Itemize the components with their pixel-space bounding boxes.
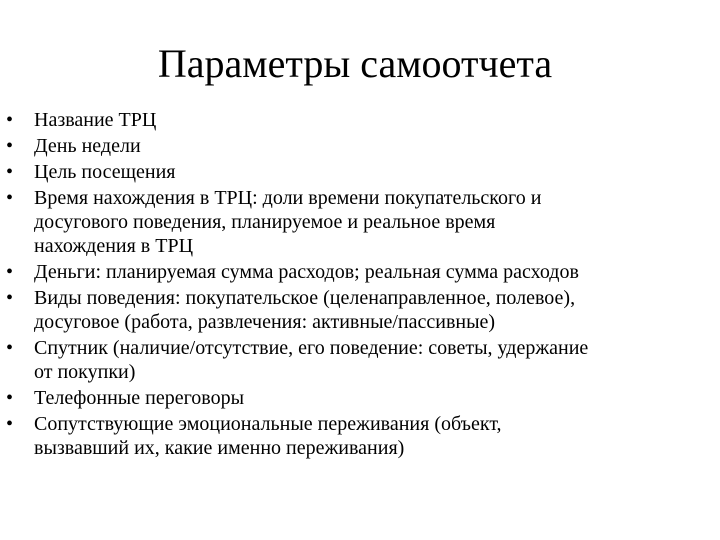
bullet-dot-icon: • xyxy=(6,187,14,209)
bullet-text: День недели xyxy=(34,135,141,157)
bullet-item xyxy=(0,160,720,184)
bullet-dot-icon: • xyxy=(6,161,14,183)
bullet-text: Сопутствующие эмоциональные переживания (объект, xyxy=(34,413,502,435)
bullet-item xyxy=(0,260,720,284)
bullet-item xyxy=(0,186,720,258)
bullet-text: Название ТРЦ xyxy=(34,109,157,131)
bullet-item xyxy=(0,286,720,334)
bullet-item xyxy=(0,386,720,410)
bullet-item xyxy=(0,134,720,158)
bullet-text: Телефонные переговоры xyxy=(34,387,245,409)
bullet-dot-icon: • xyxy=(6,413,14,435)
bullet-text: Виды поведения: покупательское (целенаправленное, полевое), xyxy=(34,287,576,309)
bullet-dot-icon: • xyxy=(6,261,14,283)
bullet-list xyxy=(0,108,720,462)
slide-title: Параметры самоотчета xyxy=(157,41,553,86)
bullet-dot-icon: • xyxy=(6,337,14,359)
bullet-item xyxy=(0,108,720,132)
bullet-text: от покупки) xyxy=(34,361,136,383)
bullet-text: Время нахождения в ТРЦ: доли времени покупательского и xyxy=(34,187,542,209)
bullet-dot-icon: • xyxy=(6,287,14,309)
bullet-text: досуговое (работа, развлечения: активные/пассивные) xyxy=(34,311,496,333)
bullet-item xyxy=(0,412,720,460)
bullet-dot-icon: • xyxy=(6,387,14,409)
bullet-text: нахождения в ТРЦ xyxy=(34,235,194,257)
bullet-text: Спутник (наличие/отсутствие, его поведение: советы, удержание xyxy=(34,337,589,359)
bullet-text: Цель посещения xyxy=(34,161,176,183)
bullet-dot-icon: • xyxy=(6,109,14,131)
bullet-text: вызвавший их, какие именно переживания) xyxy=(34,437,405,459)
bullet-item xyxy=(0,336,720,384)
bullet-text: досугового поведения, планируемое и реальное время xyxy=(34,211,496,233)
bullet-dot-icon: • xyxy=(6,135,14,157)
bullet-text: Деньги: планируемая сумма расходов; реальная сумма расходов xyxy=(34,261,579,283)
